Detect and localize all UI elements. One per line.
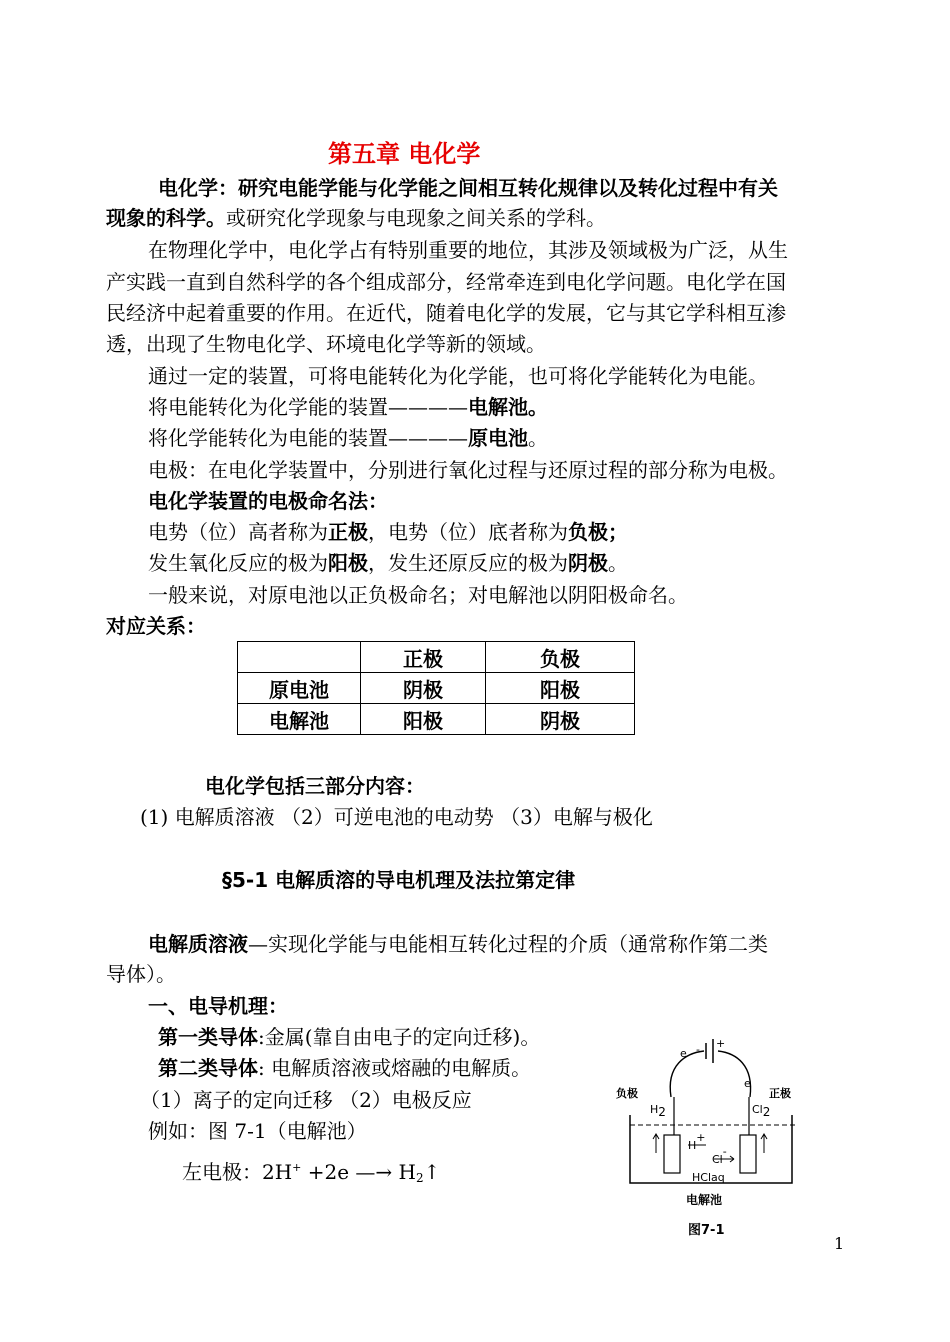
bold-term: 正极 xyxy=(328,520,368,544)
electron-label: e xyxy=(744,1077,751,1090)
example-line: 例如：图 7-1（电解池） xyxy=(148,1119,367,1143)
conductor-type-2 xyxy=(158,1054,531,1082)
plus-sign: + xyxy=(716,1037,726,1050)
text: : 电解质溶液或熔融的电解质。 xyxy=(258,1056,532,1080)
text: 发生氧化反应的极为 xyxy=(148,551,328,575)
table-row xyxy=(238,673,635,704)
paragraph-line: 民经济中起着重要的作用。在近代，随着电化学的发展，它与其它学科相互渗 xyxy=(106,301,786,325)
left-wire xyxy=(670,1051,704,1097)
chlorine-gas-label xyxy=(752,1103,770,1119)
naming-rule-1 xyxy=(148,518,628,546)
figure-caption: 图7-1 xyxy=(688,1223,725,1238)
page-number: 1 xyxy=(834,1234,845,1253)
text: Cl xyxy=(712,1153,723,1166)
relation-label: 对应关系： xyxy=(106,614,206,638)
table-cell: 原电池 xyxy=(238,673,361,704)
superscript: + xyxy=(696,1131,706,1144)
bold-term: 原电池 xyxy=(468,426,528,450)
conduction-steps: （1）离子的定向迁移 （2）电极反应 xyxy=(140,1088,472,1112)
text: 左电极：2H xyxy=(182,1160,293,1184)
table-cell: 正极 xyxy=(361,642,486,673)
naming-summary: 一般来说，对原电池以正负极命名；对电解池以阴阳极命名。 xyxy=(148,583,688,607)
text: ，电势（位）底者称为 xyxy=(368,520,568,544)
hydrogen-gas-label xyxy=(650,1103,666,1119)
left-electrode xyxy=(664,1135,680,1173)
text: ，发生还原反应的极为 xyxy=(368,551,568,575)
table-cell: 负极 xyxy=(486,642,635,673)
contents-items: (1) 电解质溶液 （2）可逆电池的电动势 （3）电解与极化 xyxy=(140,805,653,829)
definition-rest: 或研究化学现象与电现象之间关系的学科。 xyxy=(226,206,606,230)
cell-diagram xyxy=(616,1035,806,1245)
left-electrode-reaction xyxy=(182,1154,440,1192)
bold-term: 负极； xyxy=(568,520,628,544)
electrode-definition: 电极：在电化学装置中，分别进行氧化过程与还原过程的部分称为电极。 xyxy=(148,458,788,482)
subscript: 2 xyxy=(415,1171,424,1185)
table-header-row xyxy=(238,642,635,673)
text: 将电能转化为化学能的装置———— xyxy=(148,395,468,419)
bold-term: 阴极 xyxy=(568,551,608,575)
negative-electrode-label: 负极 xyxy=(616,1087,638,1100)
solution-label: HClaq xyxy=(692,1171,725,1184)
electron-label: e xyxy=(680,1047,687,1060)
text: 。 xyxy=(528,426,548,450)
right-wire xyxy=(718,1051,751,1097)
text: ↑ xyxy=(423,1160,441,1184)
subscript: 2 xyxy=(658,1105,666,1119)
page-title: 第五章 电化学 xyxy=(328,140,481,168)
table-cell: 阴极 xyxy=(486,704,635,735)
section-heading: §5-1 电解质溶的导电机理及法拉第定律 xyxy=(222,868,576,892)
cell-name-label: 电解池 xyxy=(686,1193,723,1207)
subheading-conduction: 一、电导机理： xyxy=(148,994,288,1018)
table-cell: 阴极 xyxy=(361,673,486,704)
minus-sign: - xyxy=(696,1043,700,1056)
paragraph-line: 通过一定的装置，可将电能转化为化学能，也可将化学能转化为电能。 xyxy=(148,364,768,388)
table-cell: 阳极 xyxy=(361,704,486,735)
text: Cl xyxy=(752,1103,763,1116)
text: —实现化学能与电能相互转化过程的介质（通常称作第二类 xyxy=(248,932,768,956)
text: H xyxy=(650,1103,659,1116)
bold-term: 第二类导体 xyxy=(158,1056,258,1080)
superscript: + xyxy=(292,1161,302,1174)
bold-term: 阳极 xyxy=(328,551,368,575)
text: +2e —→ H xyxy=(301,1160,416,1184)
superscript: - xyxy=(722,1145,727,1158)
text: :金属(靠自由电子的定向迁移)。 xyxy=(258,1025,541,1049)
electrolytic-cell-line xyxy=(148,393,548,421)
definition-line-2 xyxy=(106,204,606,232)
table-row xyxy=(238,704,635,735)
text: 将化学能转化为电能的装置———— xyxy=(148,426,468,450)
paragraph-line: 透，出现了生物电化学、环境电化学等新的领域。 xyxy=(106,332,546,356)
bold-term: 电解质溶液 xyxy=(148,932,248,956)
text: 。 xyxy=(608,551,628,575)
right-electrode xyxy=(740,1135,756,1173)
conductor-type-1 xyxy=(158,1023,540,1051)
contents-heading: 电化学包括三部分内容： xyxy=(205,774,425,798)
galvanic-cell-line xyxy=(148,424,548,452)
electrolyte-definition-2: 导体）。 xyxy=(106,962,176,986)
bold-term: 电解池。 xyxy=(468,395,548,419)
bold-term: 第一类导体 xyxy=(158,1025,258,1049)
relation-table xyxy=(237,641,635,735)
subscript: 2 xyxy=(762,1105,771,1119)
definition-line-1: 电化学：研究电能学能与化学能之间相互转化规律以及转化过程中有关 xyxy=(158,176,778,200)
table-cell: 电解池 xyxy=(238,704,361,735)
electrolyte-definition xyxy=(148,930,768,958)
hydrogen-ion-label xyxy=(688,1131,706,1152)
chloride-ion-label xyxy=(712,1145,727,1166)
naming-heading: 电化学装置的电极命名法： xyxy=(148,489,388,513)
definition-bold: 现象的科学。 xyxy=(106,206,226,230)
paragraph-line: 产实践一直到自然科学的各个组成部分，经常牵连到电化学问题。电化学在国 xyxy=(106,270,786,294)
electrolysis-cell-figure xyxy=(616,1035,806,1245)
naming-rule-2 xyxy=(148,549,628,577)
text: 电势（位）高者称为 xyxy=(148,520,328,544)
text: H xyxy=(688,1139,697,1152)
table-cell xyxy=(238,642,361,673)
positive-electrode-label: 正极 xyxy=(769,1087,791,1100)
paragraph-line: 在物理化学中，电化学占有特别重要的地位，其涉及领域极为广泛，从生 xyxy=(148,238,788,262)
table-cell: 阳极 xyxy=(486,673,635,704)
